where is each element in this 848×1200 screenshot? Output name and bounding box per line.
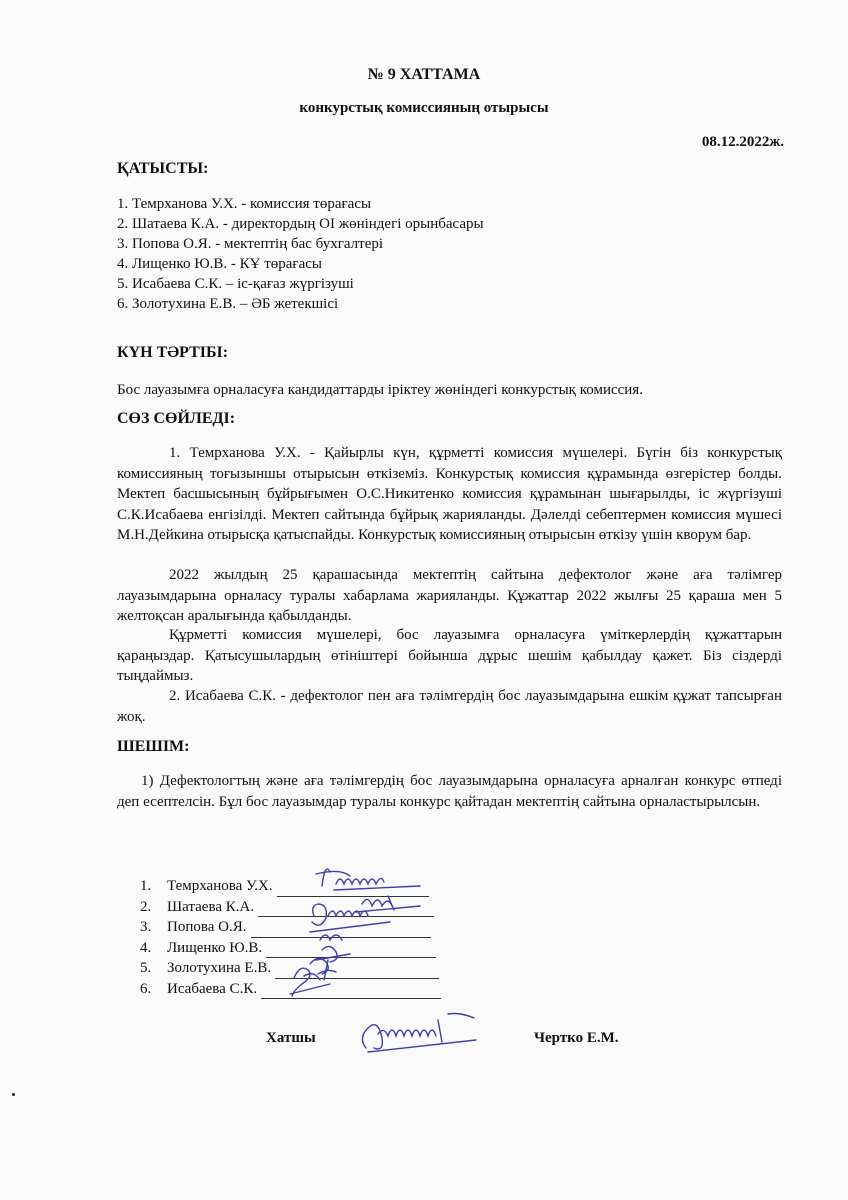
protocol-title: № 9 ХАТТАМА	[367, 66, 481, 83]
agenda-text: Бос лауазымға орналасуға кандидаттарды іріктеу жөніндегі конкурстық комиссия.	[117, 382, 643, 398]
signatory-number: 4.	[140, 939, 152, 956]
signature-1	[316, 869, 420, 890]
signatory-name: Попова О.Я.	[167, 919, 247, 935]
speech-paragraph-1: 1. Темрханова У.Х. - Қайырлы күн, құрметті комиссия мүшелері. Бүгін біз конкурстық комиссияның тоғызыншы отырысын өткіземіз. Конкурстық комиссия құрамында өзгерістер болды. Мектеп басшысының бұйрығымен О.С.Никитенко комиссия құрамынан шығарылды, іс жүргізуші С.К.Исабаева енгізілді. Мектеп сайтында бұйрық жарияланды. Дәлелді себептермен комиссия мүшесі М.Н.Дейкина отырысқа қатыспайды. Конкурстық комиссияның отырысын өткізу үшін кворум бар.	[117, 445, 782, 543]
signature-4	[316, 935, 350, 962]
decision-heading: ШЕШІМ:	[117, 738, 190, 755]
signatory-name: Исабаева С.К.	[167, 980, 258, 997]
attendee-item: 1. Темрханова У.Х. - комиссия төрағасы	[117, 196, 372, 212]
agenda-heading: КҮН ТӘРТІБІ:	[117, 344, 229, 361]
speeches-heading: СӨЗ СӨЙЛЕДІ:	[117, 410, 236, 427]
signatory-number: 2.	[140, 898, 152, 915]
speech-paragraph-3: Құрметті комиссия мүшелері, бос лауазымға орналасуға үміткерлердің құжаттарын қараңыздар. Қатысушылардың өтініштері бойынша дұрыс шешім қабылдау қажет. Біз сіздерді тыңдаймыз.	[117, 627, 782, 684]
signatory-number: 3.	[140, 919, 152, 935]
present-heading: ҚАТЫСТЫ:	[117, 160, 209, 177]
signatory-name: Золотухина Е.В.	[167, 960, 272, 976]
protocol-date: 08.12.2022ж.	[701, 134, 784, 150]
secretary-signature	[348, 1008, 488, 1058]
signatory-name: Лищенко Ю.В.	[167, 939, 263, 956]
signature-3	[310, 904, 390, 932]
signature-2	[356, 896, 420, 912]
signatory-number: 6.	[140, 980, 152, 997]
secretary-name: Чертко Е.М.	[534, 1030, 619, 1046]
decision-text: 1) Дефектологтың және аға тәлімгердің бос лауазымдарына орналасуға арналған конкурс өтпеді деп есептелсін. Бұл бос лауазымдар туралы конкурс қайтадан мектептің сайтына орналастырылсын.	[117, 773, 782, 810]
attendee-item: 2. Шатаева К.А. - директордың ОІ жөніндегі орынбасары	[117, 216, 484, 232]
signatory-number: 1.	[140, 878, 152, 894]
signatory-number: 5.	[140, 960, 152, 976]
speech-paragraph-4: 2. Исабаева С.К. - дефектолог пен аға тәлімгердің бос лауазымдарына ешкім құжат тапсырған жоқ.	[117, 688, 782, 725]
speech-paragraph-2: 2022 жылдың 25 қарашасында мектептің сайтына дефектолог және аға тәлімгер лауазымдарына орналасу туралы хабарлама жарияланды. Құжаттар 2022 жылғы 25 қараша мен 5 желтоқсан аралығында қабылданды.	[117, 567, 782, 624]
attendee-list	[117, 194, 484, 314]
handwritten-signatures	[270, 860, 470, 1005]
signatory-name: Шатаева К.А.	[167, 898, 255, 915]
attendee-item: 3. Попова О.Я. - мектептің бас бухгалтері	[117, 236, 384, 252]
attendee-item: 4. Лищенко Ю.В. - КҰ төрағасы	[117, 256, 322, 272]
signatory-name: Темрханова У.Х.	[167, 878, 273, 894]
scan-speck	[12, 1093, 15, 1096]
secretary-label: Хатшы	[266, 1030, 316, 1046]
attendee-item: 5. Исабаева С.К. – іс-қағаз жүргізуші	[117, 276, 354, 292]
attendee-item: 6. Золотухина Е.В. – ӘБ жетекшісі	[117, 296, 339, 312]
protocol-subtitle: конкурстық комиссияның отырысы	[299, 100, 549, 116]
